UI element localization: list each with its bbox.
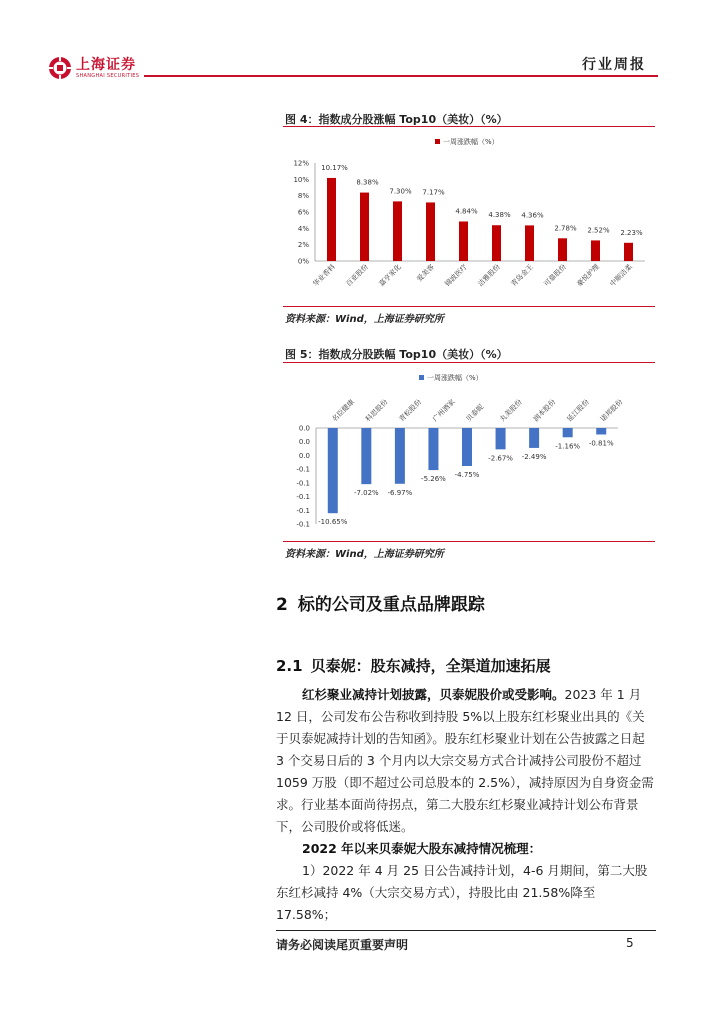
bar xyxy=(496,428,506,449)
y-tick-label: 10% xyxy=(293,175,309,184)
y-tick-label: 2% xyxy=(297,241,309,250)
bar xyxy=(462,428,472,466)
paragraph-body: 2023 年 1 月 12 日，公司发布公告称收到持股 5%以上股东红杉聚业出具的《关于贝泰妮减持计划的告知函》。股东红杉聚业计划在公告披露之日起 3 个交易日后的 3 个月内以大宗交易方式合计减持公司股份不超过 1059 万股（即不超过公司总股本的 2.5%），减持原因为自身资金需求。行业基本面尚待拐点，第二大股东红杉聚业减持计划公布背景下，公司股价或将低迷。 xyxy=(276,687,654,834)
gainers-bar-chart xyxy=(283,130,655,305)
bar xyxy=(558,238,567,261)
legend-label: 一周涨跌幅（%） xyxy=(427,374,483,382)
legend-label: 一周涨跌幅（%） xyxy=(443,138,499,146)
bar xyxy=(591,240,600,261)
y-tick-label: 6% xyxy=(297,208,309,217)
bar xyxy=(459,221,468,261)
data-label: -4.75% xyxy=(454,471,480,479)
x-tick-label: 洁雅股份 xyxy=(476,262,502,289)
x-tick-label: 青岛金王 xyxy=(509,262,535,289)
figure4-source: 资料来源：Wind，上海证券研究所 xyxy=(285,314,444,325)
figure4-title: 图 4：指数成分股涨幅 Top10（美妆）（%） xyxy=(285,113,508,126)
subsection-number: 2.1 xyxy=(276,657,303,675)
paragraph-summary-heading xyxy=(276,838,656,860)
y-tick-label: -0.1 xyxy=(296,465,310,474)
legend-swatch xyxy=(435,139,440,144)
x-tick-label: 丸美股份 xyxy=(498,397,524,424)
logo-english-name: SHANGHAI SECURITIES xyxy=(76,72,140,79)
legend-swatch xyxy=(419,375,424,380)
logo-chinese-name: 上海证券 xyxy=(76,56,136,73)
bar xyxy=(327,178,336,261)
data-label: -1.16% xyxy=(555,442,581,451)
figure5-bottom-rule xyxy=(283,541,655,542)
paragraph-item-text: 1）2022 年 4 月 25 日公告减持计划，4-6 月期间，第二大股东红杉减持 4%（大宗交易方式），持股比由 21.58%降至 17.58%； xyxy=(276,863,648,922)
x-tick-label: 可靠股份 xyxy=(542,262,568,289)
x-tick-label: 名臣健康 xyxy=(330,397,356,424)
data-label: 2.52% xyxy=(587,226,610,235)
bar xyxy=(393,201,402,261)
losers-bar-chart xyxy=(283,366,655,540)
figure4-bottom-rule xyxy=(283,306,655,307)
paragraph-bold-heading: 2022 年以来贝泰妮大股东减持情况梳理： xyxy=(302,841,542,856)
data-label: -2.67% xyxy=(488,454,513,463)
logo-emblem-icon xyxy=(48,56,72,80)
figure5-top-rule xyxy=(283,362,655,363)
bar xyxy=(426,202,435,261)
data-label: 7.17% xyxy=(422,188,445,197)
subsection-heading-2-1 xyxy=(276,655,551,676)
data-label: 8.38% xyxy=(356,178,379,187)
data-label: 7.30% xyxy=(389,187,412,196)
header-divider xyxy=(144,75,658,77)
y-tick-label: -0.1 xyxy=(296,493,310,502)
x-tick-label: 锦波医疗 xyxy=(443,262,469,289)
x-tick-label: 延江股份 xyxy=(565,397,591,424)
data-label: -5.26% xyxy=(421,475,446,484)
x-tick-label: 中顺洁柔 xyxy=(608,262,634,289)
figure4-top-rule xyxy=(283,126,655,127)
x-tick-label: 科思股份 xyxy=(364,397,390,424)
bar xyxy=(328,428,338,513)
bar xyxy=(624,243,633,261)
y-tick-label: 0% xyxy=(297,257,309,266)
paragraph-item-1 xyxy=(276,860,656,926)
y-tick-label: 0.0 xyxy=(298,424,310,433)
bar xyxy=(529,428,539,448)
data-label: -6.97% xyxy=(387,488,413,497)
data-label: 2.78% xyxy=(554,224,577,233)
figure5-title: 图 5：指数成分股跌幅 Top10（美妆）（%） xyxy=(285,348,508,361)
bar xyxy=(395,428,405,484)
y-tick-label: -0.1 xyxy=(296,506,310,515)
data-label: -2.49% xyxy=(521,452,547,461)
x-tick-label: 豪悦护理 xyxy=(575,262,601,289)
y-tick-label: 0.0 xyxy=(298,451,310,460)
y-tick-label: 0.0 xyxy=(298,438,310,447)
bar xyxy=(596,428,606,434)
section-heading-2 xyxy=(276,590,485,615)
data-label: -10.65% xyxy=(318,518,348,527)
section-title: 标的公司及重点品牌跟踪 xyxy=(297,595,485,615)
footer-disclaimer: 请务必阅读尾页重要声明 xyxy=(276,938,409,952)
page-number: 5 xyxy=(626,936,634,950)
figure5-source: 资料来源：Wind，上海证券研究所 xyxy=(285,549,444,560)
x-tick-label: 华业香料 xyxy=(311,262,337,289)
footer-divider xyxy=(276,930,656,931)
data-label: 2.23% xyxy=(620,228,643,237)
x-tick-label: 嘉亨家化 xyxy=(377,262,403,289)
bar xyxy=(525,225,534,261)
bar xyxy=(428,428,438,470)
paragraph-lead-bold: 红杉聚业减持计划披露，贝泰妮股价或受影响。 xyxy=(302,687,565,702)
data-label: 10.17% xyxy=(321,163,348,172)
data-label: 4.38% xyxy=(488,211,511,220)
y-tick-label: 8% xyxy=(297,192,309,201)
bar xyxy=(360,193,369,261)
subsection-title: 贝泰妮：股东减持，全渠道加速拓展 xyxy=(310,657,551,675)
x-tick-label: 广州酒家 xyxy=(431,397,457,424)
x-tick-label: 诺邦股份 xyxy=(598,397,625,424)
company-logo xyxy=(48,56,139,80)
x-tick-label: 青松股份 xyxy=(397,397,424,424)
bar xyxy=(361,428,371,484)
data-label: 4.36% xyxy=(521,211,544,220)
y-tick-label: -0.1 xyxy=(296,479,310,488)
page-header xyxy=(48,48,658,80)
bar xyxy=(492,225,501,261)
y-tick-label: 4% xyxy=(297,224,309,233)
report-type-title: 行业周报 xyxy=(582,57,646,73)
y-tick-label: 12% xyxy=(293,159,309,168)
x-tick-label: 贝泰妮 xyxy=(464,402,486,424)
data-label: -0.81% xyxy=(588,439,614,448)
data-label: 4.84% xyxy=(455,207,478,216)
y-tick-label: -0.1 xyxy=(296,520,310,529)
bar xyxy=(563,428,573,437)
x-tick-label: 爱美客 xyxy=(415,262,436,284)
paragraph-reduction-plan xyxy=(276,684,656,838)
x-tick-label: 润本股份 xyxy=(531,397,558,424)
data-label: -7.02% xyxy=(353,489,379,498)
section-number: 2 xyxy=(276,595,288,615)
x-tick-label: 百亚股份 xyxy=(344,262,370,289)
